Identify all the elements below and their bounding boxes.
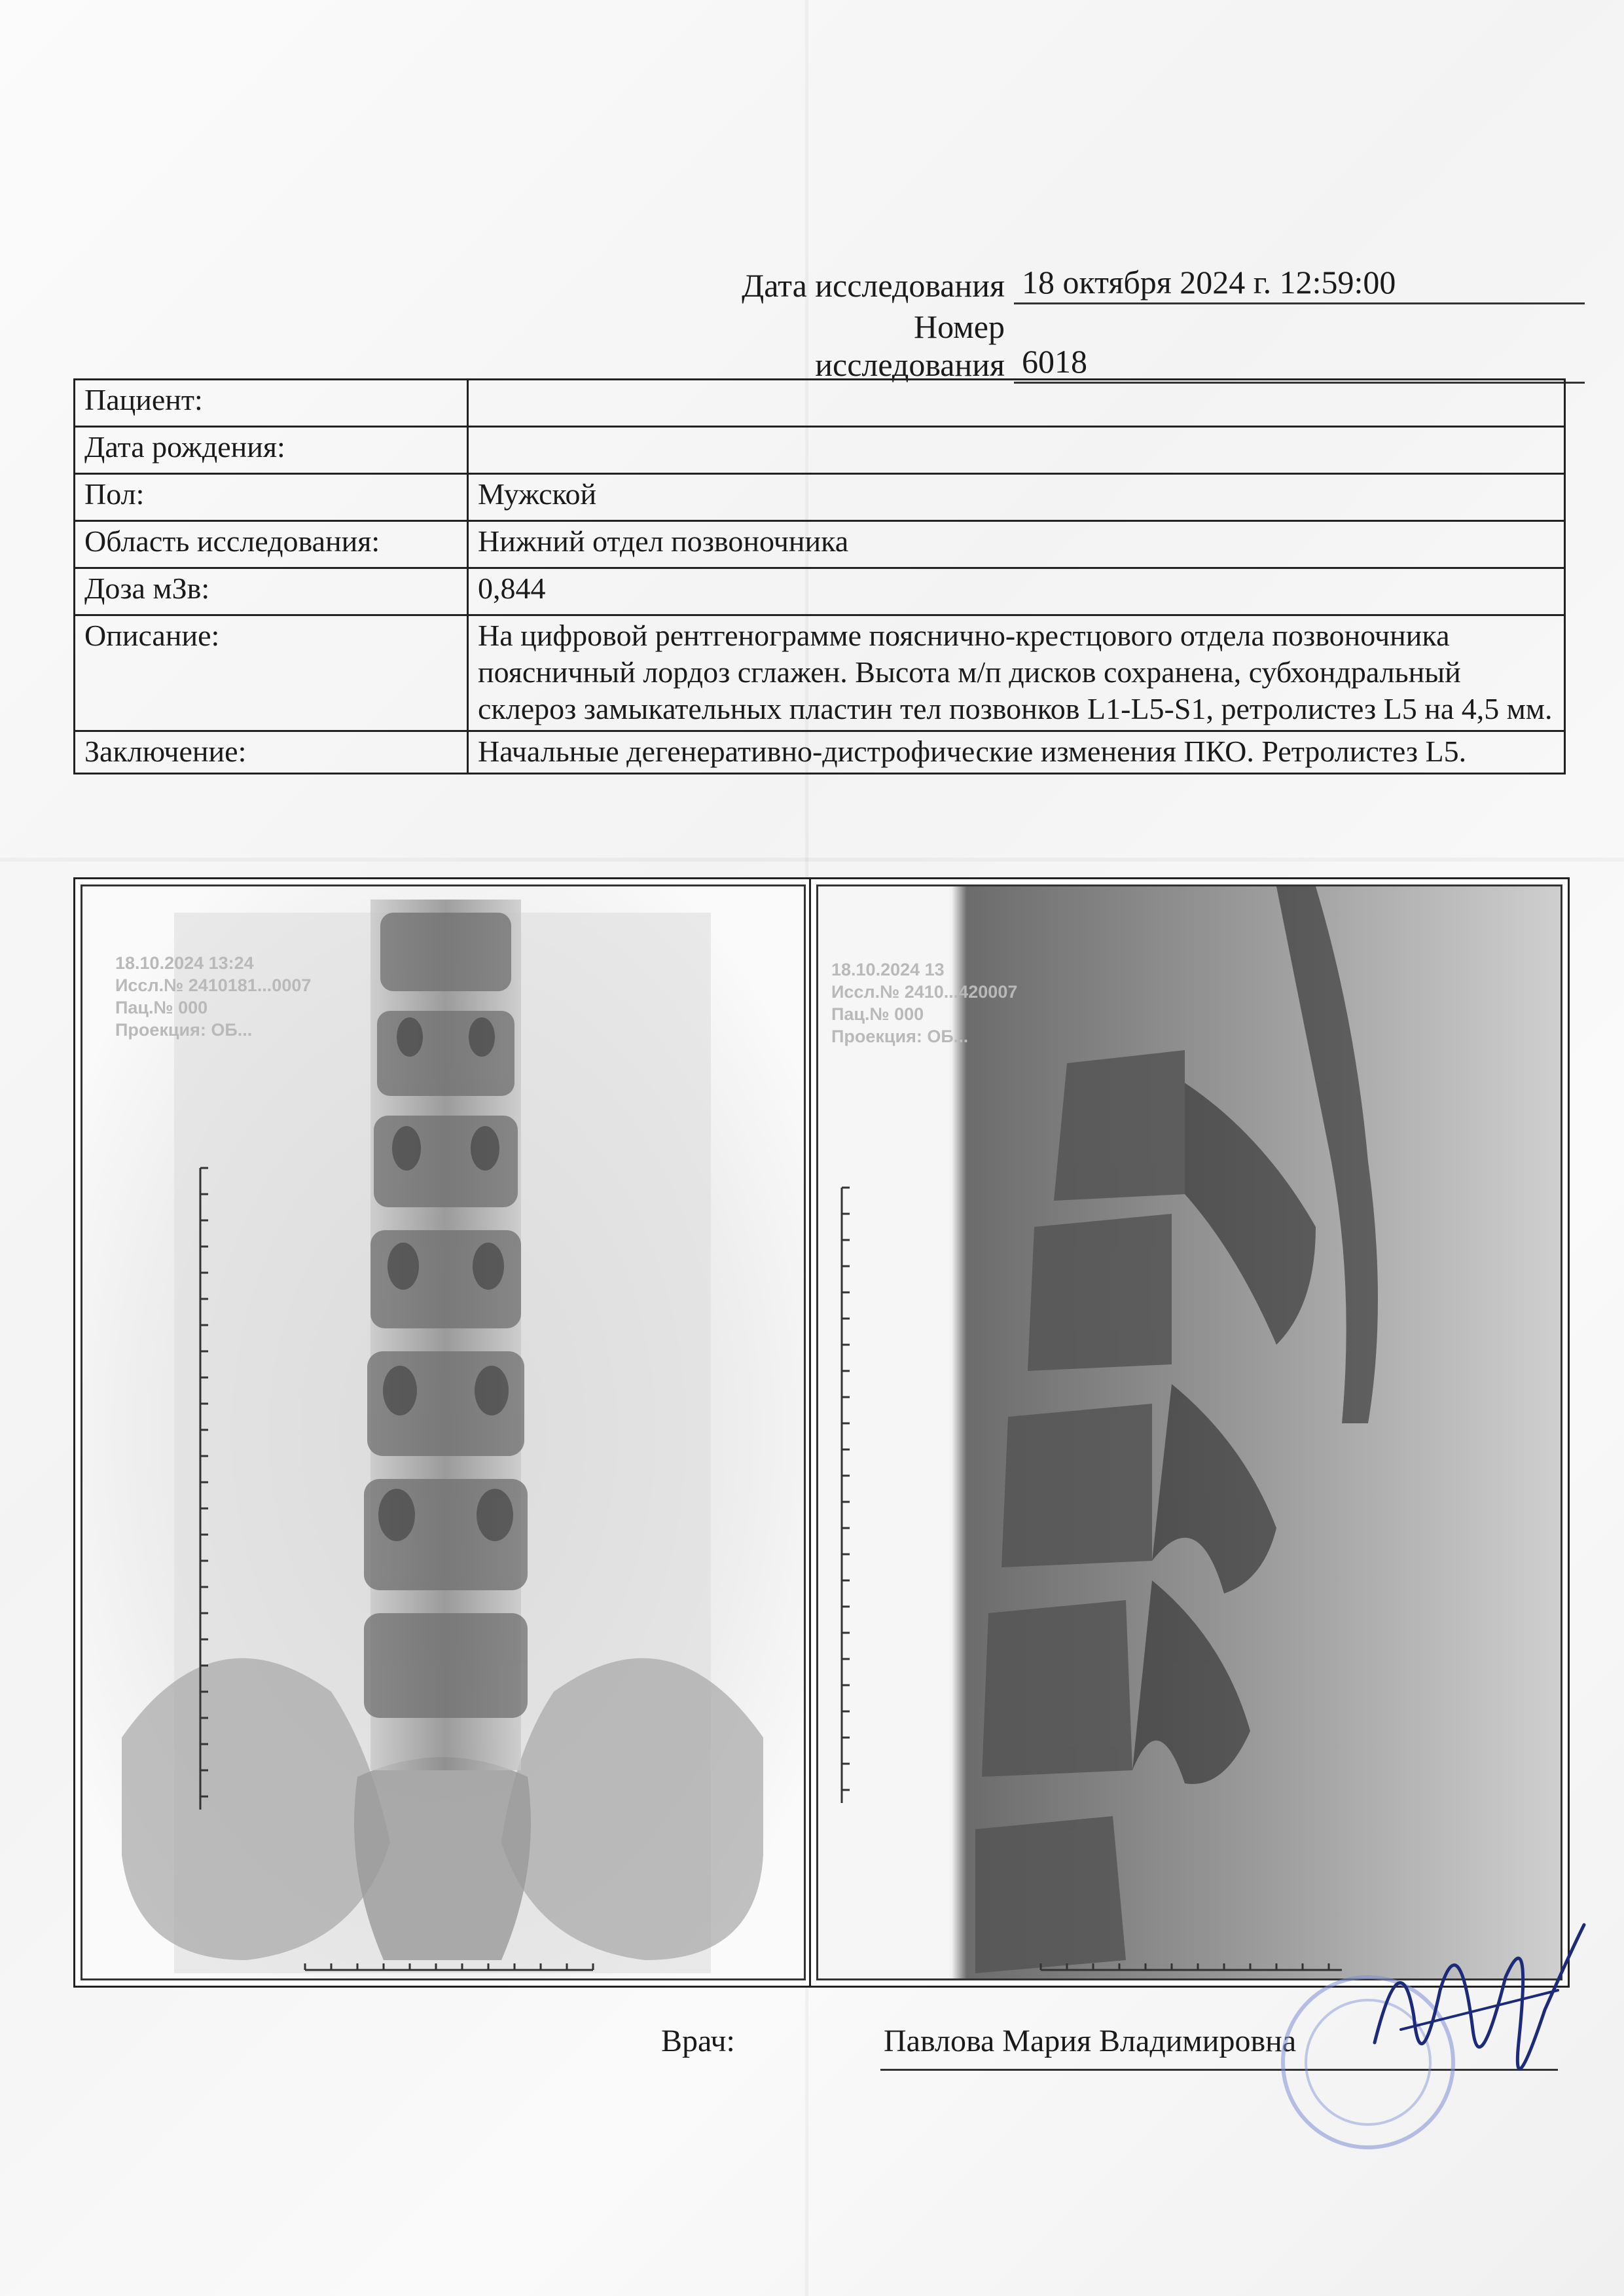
table-row [75,380,1565,427]
patient-value [468,380,1565,427]
dose-value: 0,844 [468,568,1565,615]
dose-label: Доза мЗв: [75,568,468,615]
overlay-study-number: Иссл.№ 2410181...0007 [115,975,312,995]
exam-number-row [723,308,1585,384]
description-value: На цифровой рентгенограмме пояснично-крестцового отдела позвоночника поясничный лордоз сглажен. Высота м/п дисков сохранена, субхондральный склероз замыкательных пластин тел позвонков L1-L5-S1, ретролистез L5 на 4,5 мм. [468,615,1565,731]
paper-crease [0,858,1624,862]
table-row [75,731,1565,774]
conclusion-value: Начальные дегенеративно-дистрофические изменения ПКО. Ретролистез L5. [468,731,1565,774]
overlay-patient-number: Пац.№ 000 [831,1004,924,1024]
region-label: Область исследования: [75,521,468,568]
xray-frame-ap [73,877,813,1988]
overlay-study-number: Иссл.№ 2410...420007 [831,982,1018,1002]
overlay-date: 18.10.2024 13 [831,960,945,979]
exam-number-value: 6018 [1014,341,1585,384]
overlay-projection: Проекция: ОБ... [831,1027,969,1046]
overlay-date: 18.10.2024 13:24 [115,953,254,973]
doctor-signature-row [0,2003,1624,2082]
spine-lateral-xray [818,886,1561,1978]
xray-image-lateral [816,884,1562,1980]
table-row [75,427,1565,474]
patient-label: Пациент: [75,380,468,427]
handwritten-signature [1362,1912,1597,2121]
sex-value: Мужской [468,474,1565,521]
overlay-patient-number: Пац.№ 000 [115,998,208,1017]
exam-date-row [723,262,1585,304]
birthdate-value [468,427,1565,474]
table-row [75,474,1565,521]
exam-date-value: 18 октября 2024 г. 12:59:00 [1014,262,1585,304]
doctor-name: Павлова Мария Владимировна [884,2024,1297,2058]
doctor-label: Врач: [661,2024,735,2058]
exam-number-label: Номер исследования [815,308,1005,383]
region-value: Нижний отдел позвоночника [468,521,1565,568]
birthdate-label: Дата рождения: [75,427,468,474]
description-label: Описание: [75,615,468,731]
table-row [75,568,1565,615]
spine-ap-xray [82,886,804,1978]
xray-overlay-lateral [831,958,1017,1048]
overlay-projection: Проекция: ОБ... [115,1020,253,1040]
xray-frame-lateral [809,877,1570,1988]
xray-overlay-ap [115,952,311,1041]
table-row [75,521,1565,568]
table-row [75,615,1565,731]
sex-label: Пол: [75,474,468,521]
xray-image-ap [81,884,806,1980]
patient-info-table [73,378,1566,774]
conclusion-label: Заключение: [75,731,468,774]
exam-date-label: Дата исследования [742,267,1005,304]
